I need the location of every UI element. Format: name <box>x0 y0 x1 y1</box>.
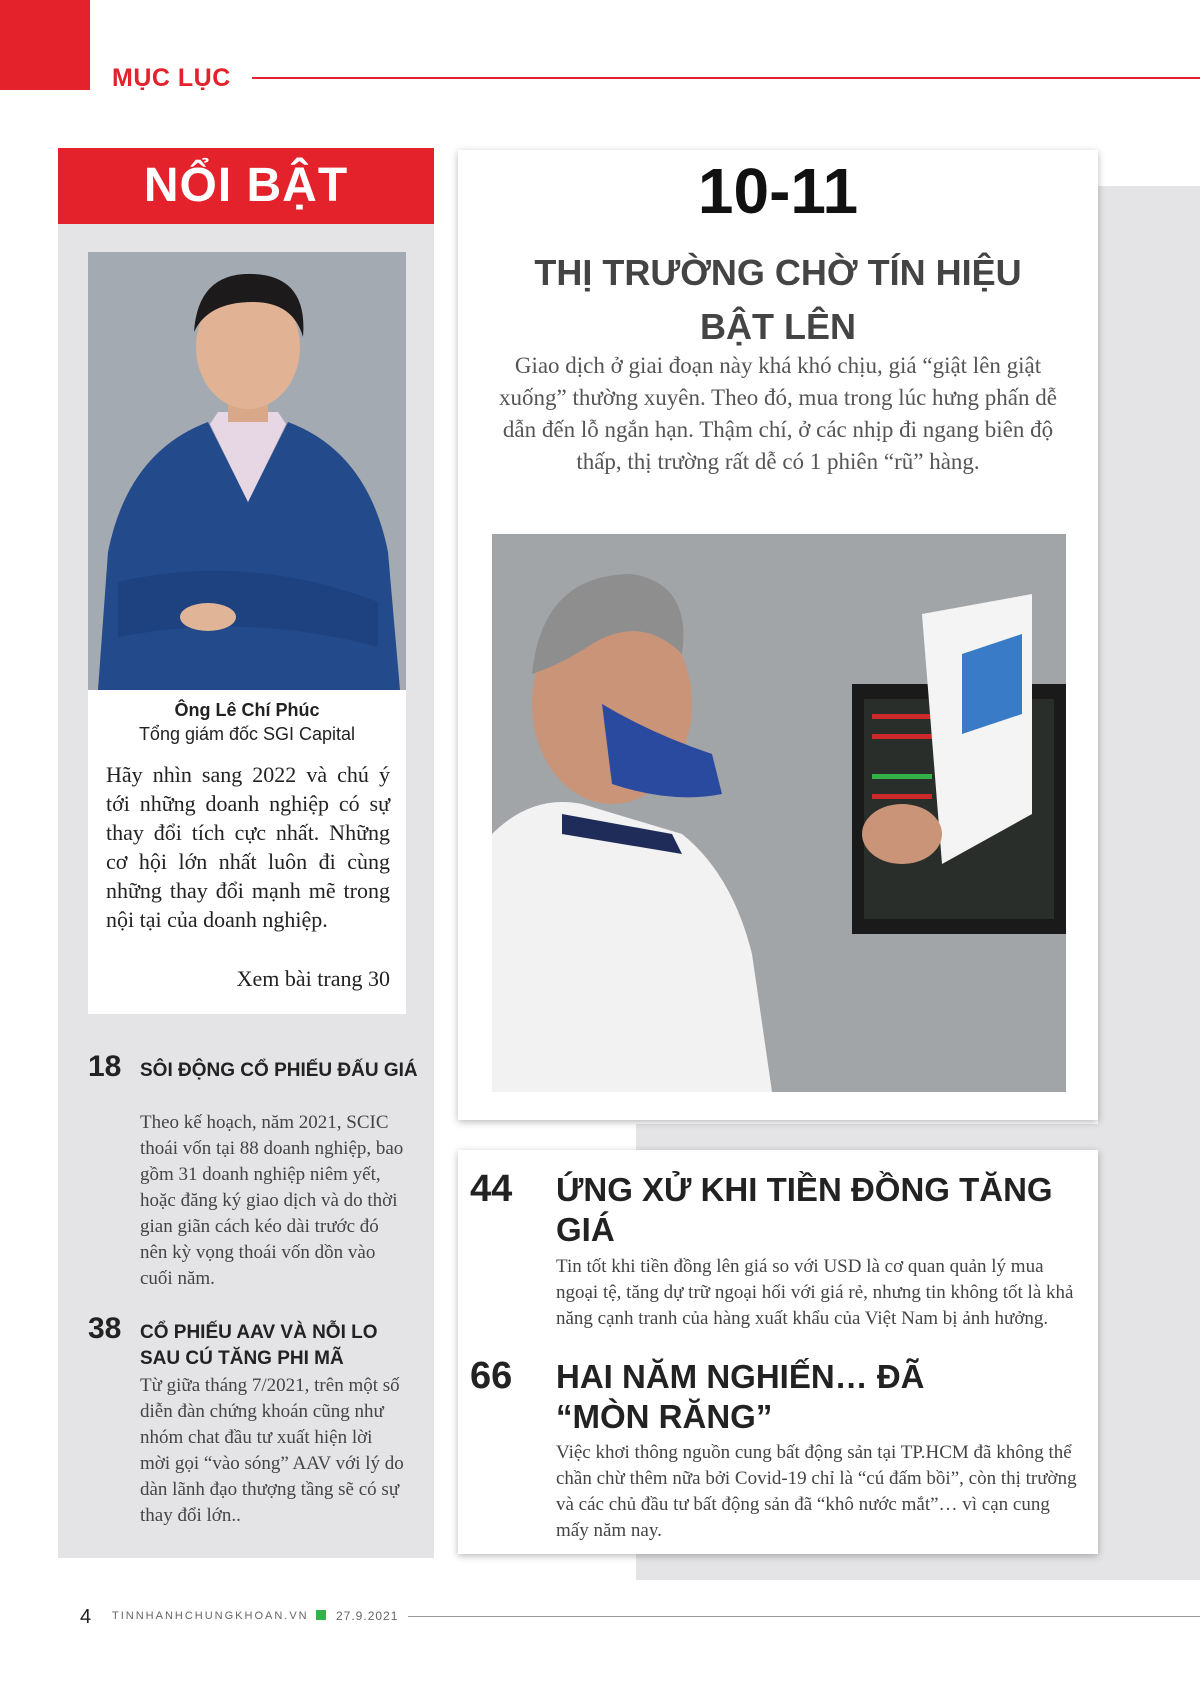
toc-item-summary: Theo kế hoạch, năm 2021, SCIC thoái vốn tại 88 doanh nghiệp, bao gồm 31 doanh nghiệp niêm yết, hoặc đăng ký giao dịch và do thời gian giãn cách kéo dài trước đó nên kỳ vọng thoái vốn dồn vào cuối năm. <box>140 1112 404 1289</box>
footer-square-icon <box>316 1610 326 1620</box>
feature-title[interactable]: THỊ TRƯỜNG CHỜ TÍN HIỆU BẬT LÊN <box>534 252 1022 347</box>
toc-item-page-number: 38 <box>88 1312 122 1345</box>
header-divider <box>252 77 1200 79</box>
toc-item-title[interactable]: HAI NĂM NGHIẾN… ĐÃ “MÒN RĂNG” <box>556 1358 925 1435</box>
toc-item-title[interactable]: ỨNG XỬ KHI TIỀN ĐỒNG TĂNG GIÁ <box>556 1171 1053 1248</box>
toc-item-page-number: 66 <box>470 1355 513 1397</box>
toc-item-title[interactable]: CỔ PHIẾU AAV VÀ NỖI LO SAU CÚ TĂNG PHI MÃ <box>140 1322 378 1369</box>
feature-photo <box>492 534 1066 1092</box>
toc-item-summary: Tin tốt khi tiền đồng lên giá so với USD là cơ quan quản lý mua ngoại tệ, tăng dự trữ ngoại hối với giá rẻ, nhưng tin không tốt là khả năng cạnh tranh của hàng xuất khẩu của Việt Nam bị ảnh hưởng. <box>556 1256 1074 1329</box>
toc-item-page-number: 18 <box>88 1050 122 1083</box>
toc-item-summary: Từ giữa tháng 7/2021, trên một số diễn đàn chứng khoán cũng như nhóm chat đầu tư xuất hiện lời mời gọi “vào sóng” AAV với lý do dàn lãnh đạo thượng tầng sẽ có sự thay đổi lớn.. <box>140 1375 404 1526</box>
footer-divider <box>408 1616 1200 1617</box>
page-number: 4 <box>80 1606 92 1628</box>
feature-page-numbers: 10-11 <box>697 155 859 227</box>
site-name[interactable]: TINNHANHCHUNGKHOAN.VN <box>112 1610 309 1622</box>
section-label: MỤC LỤC <box>112 64 231 92</box>
person-title: Tổng giám đốc SGI Capital <box>138 724 356 744</box>
decor-grey-strip <box>1098 186 1200 1580</box>
toc-item-summary: Việc khơi thông nguồn cung bất động sản tại TP.HCM đã không thể chần chừ thêm nữa bởi Covid-19 chỉ là “cú đấm bồi”, còn thị trường và các chủ đầu tư bất động sản đã “khô nước mắt”… vì cạn cung mấy năm nay. <box>556 1442 1077 1541</box>
quote-page-ref[interactable]: Xem bài trang 30 <box>236 966 390 991</box>
portrait-photo <box>88 252 406 690</box>
header-red-block <box>0 0 90 90</box>
quote-text: Hãy nhìn sang 2022 và chú ý tới những doanh nghiệp có sự thay đổi tích cực nhất. Những cơ hội lớn nhất luôn đi cùng những thay đổi mạnh mẽ trong nội tại của doanh nghiệp. <box>106 762 390 932</box>
toc-item-title[interactable]: SÔI ĐỘNG CỔ PHIẾU ĐẤU GIÁ <box>140 1060 418 1081</box>
feature-lede: Giao dịch ở giai đoạn này khá khó chịu, giá “giật lên giật xuống” thường xuyên. Theo đó, mua trong lúc hưng phấn dễ dẫn đến lỗ ngắn hạn. Thậm chí, ở các nhịp đi ngang biên độ thấp, thị trường rất dễ có 1 phiên “rũ” hàng. <box>499 353 1057 474</box>
person-name: Ông Lê Chí Phúc <box>174 700 320 720</box>
issue-date: 27.9.2021 <box>336 1609 399 1623</box>
highlight-heading: NỔI BẬT <box>58 148 434 224</box>
toc-item-page-number: 44 <box>470 1168 513 1210</box>
